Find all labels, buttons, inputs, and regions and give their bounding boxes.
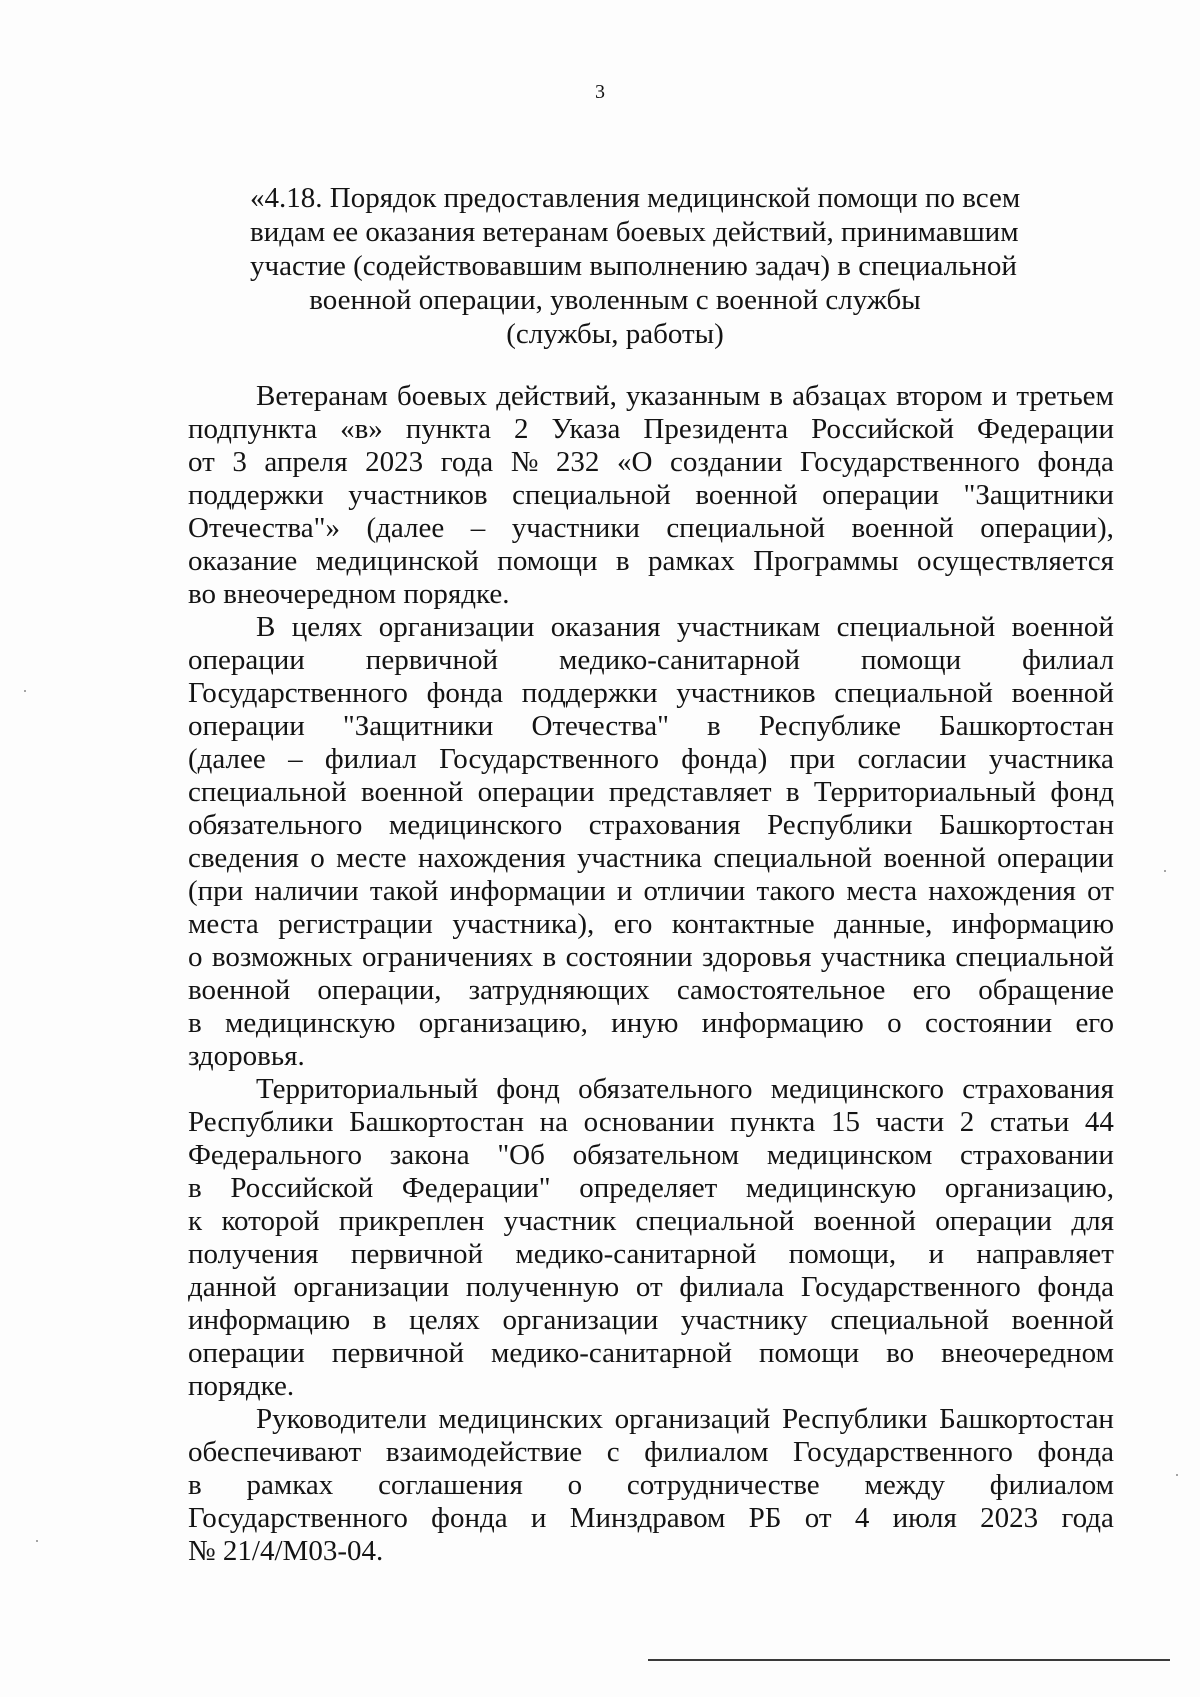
text-line: в Российской Федерации" определяет медицинскую организацию, (188, 1172, 1114, 1204)
text-line: оказание медицинской помощи в рамках Программы осуществляется (188, 545, 1114, 577)
text-line: (далее – филиал Государственного фонда) при согласии участника (188, 743, 1114, 775)
text-line: места регистрации участника), его контактные данные, информацию (188, 908, 1114, 940)
text-line: сведения о месте нахождения участника специальной военной операции (188, 842, 1114, 874)
text-line: Государственного фонда и Минздравом РБ от 4 июля 2023 года (188, 1502, 1114, 1534)
footer-rule (648, 1659, 1170, 1661)
text-line: данной организации полученную от филиала Государственного фонда (188, 1271, 1114, 1303)
text-line: обеспечивают взаимодействие с филиалом Государственного фонда (188, 1436, 1114, 1468)
text-line: поддержки участников специальной военной операции "Защитники (188, 479, 1114, 511)
text-line: подпункта «в» пункта 2 Указа Президента Российской Федерации (188, 413, 1114, 445)
text-line: о возможных ограничениях в состоянии здоровья участника специальной (188, 941, 1114, 973)
paragraph (188, 1403, 1114, 1568)
paragraph (188, 380, 1114, 611)
paragraph (188, 1073, 1114, 1403)
heading-line: (службы, работы) (506, 318, 724, 350)
page-number: 3 (595, 81, 605, 103)
section-heading (250, 181, 1021, 351)
text-line: военной операции, затрудняющих самостоятельное его обращение (188, 974, 1114, 1006)
text-line: В целях организации оказания участникам специальной военной (256, 611, 1114, 643)
text-line: обязательного медицинского страхования Республики Башкортостан (188, 809, 1114, 841)
text-line: порядке. (188, 1370, 295, 1402)
text-line: получения первичной медико-санитарной помощи, и направляет (188, 1238, 1114, 1270)
text-line: информацию в целях организации участнику специальной военной (188, 1304, 1114, 1336)
text-line: Отечества"» (далее – участники специальной военной операции), (188, 512, 1114, 544)
text-line: специальной военной операции представляет в Территориальный фонд (188, 776, 1114, 808)
body-text (188, 380, 1114, 1568)
text-line: Федерального закона "Об обязательном медицинском страховании (188, 1139, 1114, 1171)
text-line: от 3 апреля 2023 года № 232 «О создании Государственного фонда (188, 446, 1114, 478)
scan-artifact (24, 690, 26, 692)
text-line: к которой прикреплен участник специальной военной операции для (188, 1205, 1114, 1237)
text-line: Республики Башкортостан на основании пункта 15 части 2 статьи 44 (188, 1106, 1114, 1138)
text-line: операции "Защитники Отечества" в Республике Башкортостан (188, 710, 1114, 742)
heading-line: военной операции, уволенным с военной службы (309, 284, 921, 316)
scan-artifact (36, 1540, 38, 1542)
scan-artifact (1176, 1474, 1178, 1476)
scan-artifact (1164, 870, 1166, 872)
text-line: Руководители медицинских организаций Республики Башкортостан (256, 1403, 1114, 1435)
text-line: во внеочередном порядке. (188, 578, 510, 610)
text-line: Территориальный фонд обязательного медицинского страхования (256, 1073, 1114, 1105)
heading-line: видам ее оказания ветеранам боевых действий, принимавшим (250, 216, 1019, 248)
heading-line: «4.18. Порядок предоставления медицинской помощи по всем (250, 182, 1021, 214)
text-line: в медицинскую организацию, иную информацию о состоянии его (188, 1007, 1114, 1039)
text-line: в рамках соглашения о сотрудничестве между филиалом (188, 1469, 1114, 1501)
heading-line: участие (содействовавшим выполнению задач) в специальной (250, 250, 1017, 282)
text-line: (при наличии такой информации и отличии такого места нахождения от (188, 875, 1114, 907)
text-line: операции первичной медико-санитарной помощи филиал (188, 644, 1114, 676)
text-line: Ветеранам боевых действий, указанным в абзацах втором и третьем (256, 380, 1114, 412)
text-line: операции первичной медико-санитарной помощи во внеочередном (188, 1337, 1114, 1369)
text-line: № 21/4/М03-04. (188, 1535, 384, 1567)
text-line: здоровья. (188, 1040, 305, 1072)
text-line: Государственного фонда поддержки участников специальной военной (188, 677, 1114, 709)
paragraph (188, 611, 1114, 1073)
